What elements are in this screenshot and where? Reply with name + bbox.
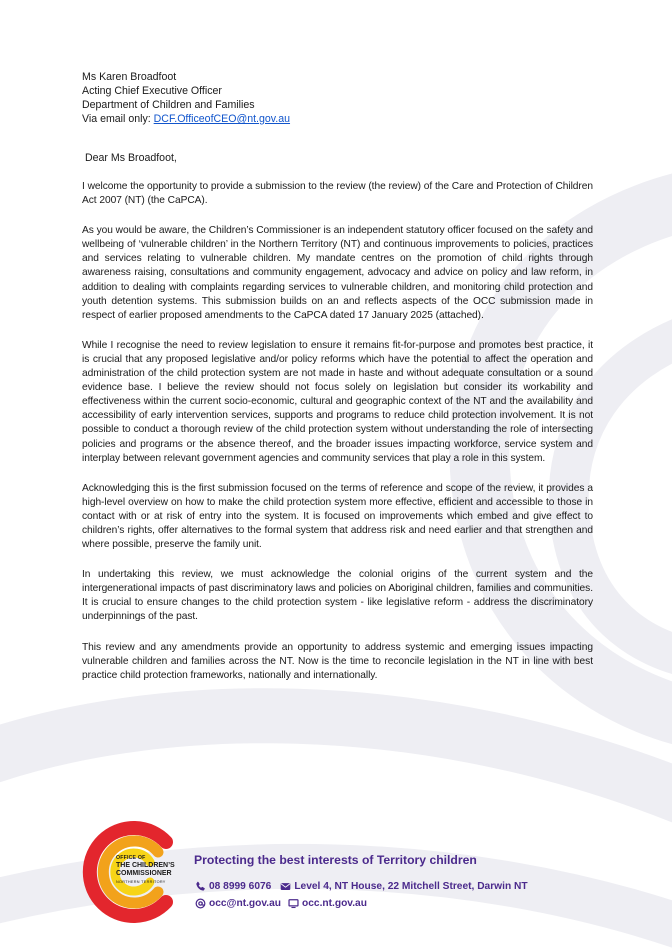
- recipient-title: Acting Chief Executive Officer: [82, 85, 222, 97]
- paragraph-overview: Acknowledging this is the first submission focused on the terms of reference and scope of the review, it provides a high-level overview on how to make the child protection system more effective, efficient and accessible to those in contact with or at risk of entry into the system. It is focused on improvements which embed and give effect to children’s rights, offer alternatives to the formal system that address risk and need earlier and that strengthen and where possible, preserve the family unit.: [82, 482, 593, 551]
- phone-icon: [194, 880, 206, 892]
- footer-phone[interactable]: 08 8999 6076: [209, 880, 272, 892]
- paragraph-intro: I welcome the opportunity to provide a submission to the review (the review) of the Care and Protection of Children Act 2007 (NT) (the CaPCA).: [82, 181, 593, 207]
- footer-website[interactable]: occ.nt.gov.au: [302, 897, 367, 909]
- recipient-address: [82, 70, 593, 126]
- footer-tagline: Protecting the best interests of Territory children: [194, 853, 477, 867]
- recipient-email-link[interactable]: DCF.OfficeofCEO@nt.gov.au: [153, 113, 291, 125]
- envelope-icon: [279, 880, 291, 892]
- paragraph-legislation: While I recognise the need to review legislation to ensure it remains fit-for-purpose and promotes best practice, it is crucial that any proposed legislative and/or policy reforms which have the potential to affect the operation and administration of the child protection system are not made in haste and without adequate consultation or a sound evidence base. I believe the review should not focus solely on legislation but consider its workability and effectiveness within the current socio-economic, cultural and geographic context of the NT and the availability and accessibility of early intervention services, supports and programs to reduce child protection involvement. It is not possible to conduct a thorough review of the child protection system without understanding the role of intersecting policies and programs or the absence thereof, and the broader issues impacting workforce, service system and interplay between relevant government agencies and community services that play a role in this system.: [82, 339, 593, 464]
- footer-email[interactable]: occ@nt.gov.au: [209, 897, 282, 909]
- paragraph-colonial: In undertaking this review, we must acknowledge the colonial origins of the current system and the intergenerational impacts of past discriminatory laws and policies on Aboriginal children, families and communities. It is crucial to ensure changes to the child protection system - like legislative reform - address the discriminatory underpinnings of the past.: [82, 569, 593, 623]
- recipient-department: Department of Children and Families: [82, 99, 255, 111]
- paragraph-mandate: As you would be aware, the Children’s Commissioner is an independent statutory officer focused on the safety and wellbeing of ‘vulnerable children’ in the Northern Territory (NT) and continuous improvements to policies, practices and services relating to vulnerable children. My mandate centres on the promotion of child rights through awareness raising, consultations and community engagement, advocacy and advice on policy and law reform, in addition to dealing with complaints regarding services to vulnerable children, and monitoring child protection and youth detention systems. This submission builds on an and reflects aspects of the OCC submission made in respect of earlier proposed amendments to the CaPCA dated 17 January 2025 (attached).: [82, 225, 593, 321]
- salutation: Dear Ms Broadfoot,: [85, 152, 177, 164]
- contact-row-1: [194, 880, 528, 892]
- via-label: Via email only:: [82, 113, 154, 125]
- recipient-email-line: [82, 112, 593, 126]
- monitor-icon: [287, 897, 299, 909]
- logo-wordmark: [116, 854, 186, 886]
- at-icon: [194, 897, 206, 909]
- logo-line-4: NORTHERN TERRITORY: [116, 880, 166, 884]
- letter-body: [82, 70, 593, 683]
- logo-line-2: THE CHILDREN’S: [116, 862, 175, 869]
- paragraph-opportunity: This review and any amendments provide an opportunity to address systemic and emerging issues impacting vulnerable children and families across the NT. Now is the time to reconcile legislation in the NT in line with best practice child protection frameworks, nationally and internationally.: [82, 641, 593, 681]
- footer-address: Level 4, NT House, 22 Mitchell Street, Darwin NT: [294, 880, 528, 892]
- contact-row-2: [194, 897, 367, 909]
- logo-line-1: OFFICE OF: [116, 855, 146, 861]
- recipient-name: Ms Karen Broadfoot: [82, 71, 177, 83]
- footer: [0, 810, 672, 949]
- logo-line-3: COMMISSIONER: [116, 870, 172, 877]
